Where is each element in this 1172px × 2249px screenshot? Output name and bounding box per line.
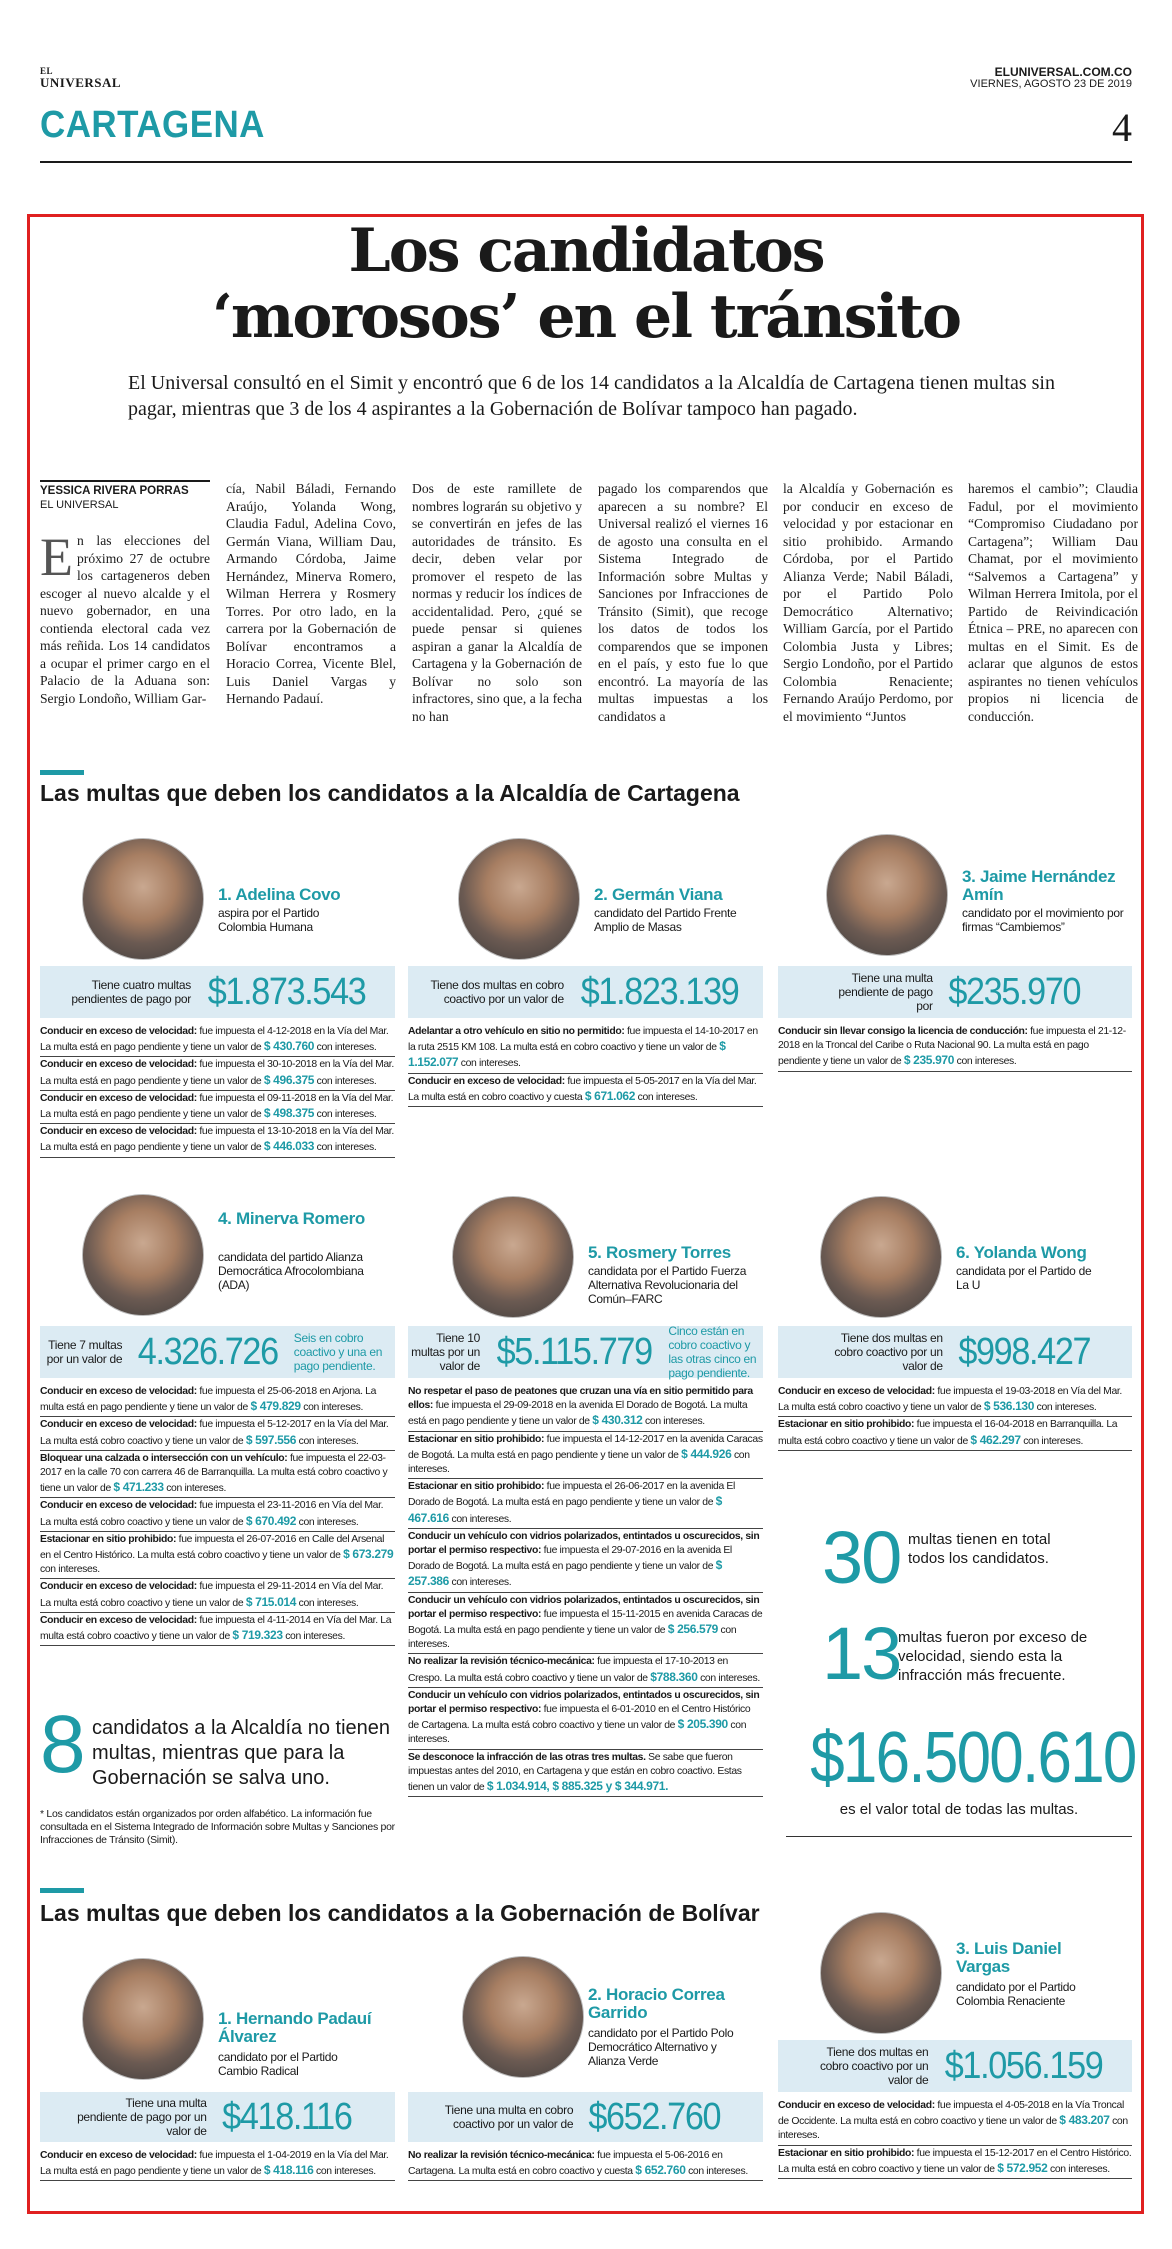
fine-entry-value: $ 498.375: [263, 1106, 315, 1121]
candidate-party: candidata por el Partido de La U: [956, 1264, 1092, 1292]
fine-summary: [408, 2092, 763, 2142]
issue-date: VIERNES, AGOSTO 23 DE 2019: [970, 78, 1132, 90]
fine-entry-value: $ 479.829: [250, 1399, 301, 1414]
fine-entry-suffix: con intereses.: [296, 1516, 359, 1528]
fine-entry-detail: Se sabe que fueron impuestas antes del 2010, en Cartagena y que están en cobro coactivo. Estas tienen un valor de: [408, 1751, 742, 1794]
fine-entry: [408, 1688, 763, 1750]
fine-entry-type: Estacionar en sitio prohibido:: [778, 2147, 915, 2159]
fine-entry-detail: fue impuesta el 25-06-2018 en Arjona. La multa está en pago pendiente y tiene un valor de: [40, 1386, 377, 1414]
stat-8-number: 8: [40, 1699, 84, 1790]
fine-summary: [40, 1326, 395, 1378]
fine-entry-suffix: con intereses.: [314, 1042, 377, 1054]
candidate-party: candidato del Partido Frente Amplio de Masas: [594, 906, 737, 934]
fine-entry-type: Conducir en exceso de velocidad:: [408, 1075, 565, 1087]
fine-entry-type: No respetar el paso de peatones que cruzan una vía en sitio permitido para ellos:: [408, 1386, 753, 1412]
fine-entry-value: $ 205.390: [677, 1717, 728, 1732]
fine-entry: [408, 1074, 763, 1107]
fine-entry-type: Conducir sin llevar consigo la licencia de conducción:: [778, 1026, 1028, 1037]
fine-entry-value: $ 257.386: [408, 1558, 722, 1589]
fine-entry-value: $ 446.033: [263, 1139, 315, 1154]
fine-entry: [40, 1124, 395, 1157]
total-text: es el valor total de todas las multas.: [839, 1801, 1079, 1818]
fine-amount: $235.970: [948, 970, 1080, 1013]
fine-entry-detail: fue impuesta el 26-07-2016 en Calle del Arsenal en el Centro Histórico. La multa está cobro coactivo y tiene un valor de: [40, 1533, 385, 1562]
fine-label: Tiene dos multas en cobro coactivo por un valor de: [430, 978, 564, 1006]
fine-entry-type: Conducir en exceso de velocidad:: [40, 1581, 197, 1593]
stat-13-text: multas fueron por exceso de velocidad, siendo esta la infracción más frecuente.: [898, 1629, 1088, 1684]
headline-line2: ‘morosos’ en el tránsito: [211, 282, 961, 352]
candidate-party: candidato por el Partido Polo Democrático Alternativo y Alianza Verde: [588, 2026, 734, 2068]
fine-entry-suffix: con intereses.: [282, 1631, 345, 1643]
fine-summary: [40, 2092, 395, 2142]
fine-entry-type: Conducir en exceso de velocidad:: [778, 2100, 935, 2111]
fine-note: Seis en cobro coactivo y una en pago pendiente.: [293, 1331, 383, 1373]
fine-label: Tiene una multa pendiente de pago por un valor de: [77, 2096, 207, 2138]
fine-list: [778, 2098, 1132, 2179]
fine-label: Tiene dos multas en cobro coactivo por un valor de: [819, 2045, 929, 2087]
candidate-name: 3. Jaime Hernández Amín: [962, 867, 1116, 904]
fine-entry-detail: fue impuesta el 30-10-2018 en la Vía del Mar. La multa está en pago pendiente y tiene un valor de: [40, 1059, 394, 1087]
fine-entry-type: No realizar la revisión técnico-mecánica:: [408, 2150, 595, 2161]
fine-entry-suffix: con intereses.: [1020, 1435, 1083, 1447]
fine-entry-detail: fue impuesta el 4-12-2018 en la Vía del Mar. La multa está en pago pendiente y tiene un valor de: [40, 1026, 389, 1054]
fine-list: [40, 2148, 395, 2181]
fine-entry-value: $ 597.556: [245, 1432, 297, 1447]
stat-8-text: candidatos a la Alcaldía no tienen multas, mientras que para la Gobernación se salva uno.: [92, 1717, 390, 1789]
candidate-photo: [452, 1196, 574, 1318]
fine-entry: [778, 1417, 1132, 1450]
drop-cap: E: [40, 527, 73, 587]
candidate-photo: [462, 1956, 584, 2078]
candidate-name: 1. Adelina Covo: [218, 885, 341, 904]
fine-summary: [778, 1326, 1132, 1378]
body-column-6: haremos el cambio”; Claudia Fadul, por el movimiento “Compromiso Ciudadano por Cartagena”; William Dau Chamat, por el movimiento “Salvemos a Cartagena” y Wilman Herrera Imitola, por el Partido de Reivindicación Étnica – PRE, no aparecen con multas en el Simit. Es de aclarar que algunos de estos aspirantes no tienen vehículos propios ni licencia de conducción.: [968, 481, 1138, 724]
byline: [40, 480, 210, 512]
candidate-name: 6. Yolanda Wong: [956, 1243, 1087, 1262]
fine-entry-type: Adelantar a otro vehículo en sitio no permitido:: [408, 1026, 625, 1037]
candidate-name: 5. Rosmery Torres: [588, 1243, 731, 1262]
fine-entry-suffix: con intereses.: [314, 1109, 377, 1121]
fine-entry-type: No realizar la revisión técnico-mecánica:: [408, 1656, 595, 1668]
fine-entry: [40, 1579, 395, 1612]
footnote: * Los candidatos están organizados por orden alfabético. La información fue consultada en el Sistema Integrado de Información sobre Multas y Sanciones por Infracciones de Tránsito (Simit).: [40, 1808, 395, 1846]
fine-entry: [40, 1024, 395, 1057]
fine-entry-detail: fue impuesta el 21-12-2018 en la Troncal del Caribe o Ruta Nacional 90. La multa está en pago pendiente y tiene un valor de: [778, 1026, 1126, 1068]
fine-entry: [408, 1479, 763, 1529]
total-amount: $16.500.610: [810, 1718, 1136, 1798]
fine-label: Tiene 10 multas por un valor de: [411, 1331, 480, 1373]
fine-entry-type: Conducir en exceso de velocidad:: [40, 1126, 197, 1138]
fine-entry: [408, 1432, 763, 1480]
fine-entry-suffix: con intereses.: [313, 2166, 376, 2178]
fine-label: Tiene una multa pendiente de pago por: [838, 971, 933, 1013]
fine-entry-value: $ 444.926: [681, 1446, 732, 1461]
fine-entry: [40, 1384, 395, 1417]
body-column-4: pagado los comparendos que aparecen a su nombre? El Universal realizó el viernes 16 de agosto una consulta en el Sistema Integrado de Información sobre Multas y Sanciones por Infracciones de Tránsito (Simit), que recoge los datos de todos los comparendos que se imponen en el país, y esto fue lo que encontró. La mayoría de las multas impuestas a los candidatos a: [598, 481, 768, 724]
body-column-3: Dos de este ramillete de nombres lograrán su objetivo y se convertirán en jefes de las autoridades de tránsito. Es decir, deben velar por promover el respeto de las normas y reducir los índices de accidentalidad. Pero, ¿qué se puede pensar si quienes aspiran a ganar la Alcaldía de Cartagena y la Gobernación de Bolívar no solo son infractores, sino que, a la fecha no han: [412, 481, 582, 724]
fine-entry-type: Conducir en exceso de velocidad:: [40, 2150, 197, 2161]
fine-entry: [40, 1091, 395, 1124]
fine-entry-suffix: con intereses.: [697, 1672, 760, 1684]
fine-entry-value: $ 719.323: [232, 1628, 283, 1643]
fine-entry-suffix: con intereses.: [1034, 1402, 1097, 1414]
fine-entry-detail: fue impuesta el 15-12-2017 en el Centro Histórico. La multa está en cobro coactivo y tiene un valor de: [778, 2147, 1132, 2175]
fine-summary: [778, 2040, 1132, 2092]
fine-amount: $418.116: [221, 2095, 352, 2138]
fine-entry-detail: fue impuesta el 23-11-2016 en Vía del Mar. La multa está cobro coactivo y tiene un valor de: [40, 1500, 384, 1528]
fine-entry-type: Conducir un vehículo con vidrios polarizados, entintados u oscurecidos, sin portar el permiso respectivo:: [408, 1594, 760, 1620]
fine-entry-detail: fue impuesta el 6-01-2010 en el Centro Histórico de Cartagena. La multa está cobro coactivo y tiene un valor de: [408, 1704, 751, 1732]
fine-summary: [408, 966, 763, 1018]
masthead-info: [970, 66, 1132, 90]
candidate-party: candidato por el Partido Colombia Renaciente: [956, 1980, 1076, 2008]
section-name: CARTAGENA: [40, 104, 265, 146]
fine-entry: [408, 1750, 763, 1798]
fine-list: [408, 2148, 763, 2181]
candidate-name: 2. Horacio Correa Garrido: [588, 1985, 725, 2022]
candidate-party: candidato por el movimiento por firmas “Cambiemos”: [962, 906, 1124, 934]
fine-entry-detail: fue impuesta el 22-03-2017 en la calle 70 con carrera 46 de Barranquilla. La multa está cobro coactivo y tiene un valor de: [40, 1452, 388, 1495]
fine-entry-value: $ 471.233: [113, 1480, 164, 1495]
fine-entry-value: $ 430.760: [263, 1039, 315, 1054]
fine-entry-detail: fue impuesta el 26-06-2017 en la avenida El Dorado de Bogotá. La multa está en pago pendiente y tiene un valor de: [408, 1481, 735, 1509]
fine-entry-type: Conducir en exceso de velocidad:: [40, 1059, 197, 1071]
candidate-photo: [82, 838, 204, 960]
candidate-party: candidata por el Partido Fuerza Alternativa Revolucionaria del Común–FARC: [588, 1264, 747, 1306]
fine-entry-suffix: con intereses.: [1047, 2163, 1110, 2175]
fine-entry-detail: fue impuesta el 1-04-2019 en la Vía del Mar. La multa está en pago pendiente y tiene un valor de: [40, 2150, 389, 2178]
candidate-photo: [82, 1194, 204, 1316]
fine-entry-type: Se desconoce la infracción de las otras tres multas.: [408, 1751, 646, 1763]
fine-entry-value: $ 418.116: [263, 2163, 314, 2178]
body-column-1: [40, 527, 210, 707]
candidate-photo: [820, 1912, 942, 2034]
fine-entry: [40, 1417, 395, 1450]
fine-summary: [408, 1326, 763, 1378]
body-column-2: cía, Nabil Báladi, Fernando Araújo, Yolanda Wong, Claudia Fadul, Adelina Covo, Germán Viana, William Dau, Armando Córdoba, Jaime Hernández, Minerva Romero, Wilman Herrera y Rosmery Torres. Por otro lado, en la carrera por la Gobernación de Bolívar encontramos a Horacio Correa, Vicente Blel, Luis Daniel Vargas y Hernando Padauí.: [226, 481, 396, 706]
fine-entry: [408, 2148, 763, 2181]
fine-entry: [778, 1024, 1132, 1072]
fine-summary: [778, 966, 1132, 1018]
fine-entry: [40, 1057, 395, 1090]
fine-entry: [408, 1384, 763, 1432]
divider: [786, 1836, 1132, 1837]
fine-amount: 4.326.726: [137, 1330, 279, 1373]
fine-amount: $1.823.139: [580, 970, 739, 1013]
fine-entry-type: Conducir en exceso de velocidad:: [40, 1614, 197, 1626]
fine-entry-value: $ 462.297: [970, 1432, 1021, 1447]
fine-entry: [408, 1593, 763, 1655]
site-url: ELUNIVERSAL.COM.CO: [994, 65, 1132, 79]
author-outlet: EL UNIVERSAL: [40, 499, 119, 511]
body-column-5: la Alcaldía y Gobernación es por conducir en exceso de velocidad y por estacionar en sitio prohibido. Armando Córdoba, por el Partido Alianza Verde; Nabil Báladi, por el Partido Polo Democrático Alternativo; William García, por el Partido Colombia Justa y Libres; Sergio Londoño, por el Partido Colombia Renaciente; Fernando Araújo Perdomo, por el movimiento “Juntos: [783, 481, 953, 724]
fine-entry-detail: fue impuesta el 29-07-2016 en la avenida El Dorado de Bogotá. La multa está en pago pendiente y tiene un valor de: [408, 1545, 732, 1573]
fine-entry-detail: fue impuesta el 17-10-2013 en Crespo. La multa está cobro coactivo y tiene un valor de: [408, 1656, 728, 1684]
fine-entry-value: $ 1.152.077: [408, 1039, 726, 1070]
fine-entry-detail: fue impuesta el 13-10-2018 en la Vía del Mar. La multa está en pago pendiente y tiene un valor de: [40, 1126, 394, 1154]
fine-entry-suffix: con intereses.: [408, 1720, 747, 1746]
stat-30-number: 30: [822, 1516, 901, 1599]
fine-entry: [40, 1613, 395, 1646]
candidate-party: candidato por el Partido Cambio Radical: [218, 2050, 338, 2078]
fine-entry-suffix: con intereses.: [314, 1075, 377, 1087]
fine-entry-suffix: con intereses.: [40, 1564, 100, 1576]
fine-entry-type: Conducir en exceso de velocidad:: [40, 1092, 197, 1104]
fine-entry-suffix: con intereses.: [642, 1416, 705, 1428]
fine-entry-detail: fue impuesta el 5-06-2016 en Cartagena. La multa está en cobro coactivo y cuesta: [408, 2150, 723, 2178]
fine-list: [40, 1384, 395, 1646]
fine-entry: [408, 1654, 763, 1687]
stat-30-text: multas tienen en total todos los candidatos.: [908, 1531, 1051, 1567]
fine-amount: $652.760: [588, 2095, 721, 2138]
fine-entry-suffix: con intereses.: [685, 2166, 748, 2178]
candidate-photo: [82, 1958, 204, 2080]
fine-entry-detail: fue impuesta el 16-04-2018 en Barranquilla. La multa está cobro coactivo y tiene un valor de: [778, 1419, 1118, 1447]
article-headline: [60, 218, 1112, 350]
fine-entry-suffix: con intereses.: [296, 1597, 359, 1609]
fine-entry-type: Conducir en exceso de velocidad:: [40, 1500, 197, 1512]
candidate-photo: [820, 1196, 942, 1318]
fine-list: [408, 1024, 763, 1107]
candidate-name: 4. Minerva Romero: [218, 1209, 366, 1228]
fine-entry-detail: fue impuesta el 29-09-2018 en la avenida El Dorado de Bogotá. La multa está en pago pendiente y tiene un valor de: [408, 1400, 748, 1428]
fine-entry-value: $ 572.952: [997, 2160, 1048, 2175]
logo-line1: EL: [40, 66, 54, 76]
fine-entry-detail: fue impuesta el 14-10-2017 en la ruta 2515 KM 108. La multa está en cobro coactivo y tiene un valor de: [408, 1026, 758, 1054]
candidate-party: candidata del partido Alianza Democrática Afrocolombiana (ADA): [218, 1250, 364, 1292]
fine-entry-value: $ 430.312: [592, 1413, 643, 1428]
fine-entry: [408, 1024, 763, 1074]
fine-entry-detail: fue impuesta el 14-12-2017 en la avenida Caracas de Bogotá. La multa está en pago pendiente y tiene un valor de: [408, 1433, 763, 1461]
fine-amount: $1.873.543: [207, 970, 366, 1013]
fine-entry-suffix: con intereses.: [448, 1513, 512, 1525]
fine-entry-value: $ 467.616: [408, 1494, 722, 1525]
fine-entry-type: Conducir en exceso de velocidad:: [778, 1386, 935, 1397]
fine-entry-type: Conducir un vehículo con vidrios polarizados, entintados u oscurecidos, sin portar el permiso respectivo:: [408, 1530, 760, 1557]
fine-entry: [778, 2146, 1132, 2179]
fine-entry-detail: fue impuesta el 4-05-2018 en la Vía Troncal de Occidente. La multa está en cobro coactivo y tiene un valor de: [778, 2100, 1124, 2128]
fine-entry: [40, 2148, 395, 2181]
fine-entry-value: $788.360: [650, 1669, 698, 1684]
fine-entry-type: Bloquear una calzada o intersección con un vehículo:: [40, 1452, 288, 1464]
fine-entry-value: $ 536.130: [983, 1399, 1035, 1414]
fine-label: Tiene una multa en cobro coactivo por un valor de: [444, 2103, 574, 2131]
fine-entry-value: $ 1.034.914, $ 885.325 y $ 344.971.: [486, 1779, 669, 1794]
candidate-name: 1. Hernando Padauí Álvarez: [218, 2009, 372, 2046]
fine-entry-detail: fue impuesta el 5-05-2017 en la Vía del Mar. La multa está en cobro coactivo y cuesta: [408, 1075, 757, 1103]
fine-entry-value: $ 496.375: [263, 1072, 315, 1087]
fine-entry: [778, 1384, 1132, 1417]
fine-entry-suffix: con intereses.: [163, 1483, 226, 1495]
fine-summary: [40, 966, 395, 1018]
fine-amount: $998.427: [958, 1330, 1090, 1373]
fine-entry-type: Conducir un vehículo con vidrios polarizados, entintados u oscurecidos, sin portar el permiso respectivo:: [408, 1689, 760, 1716]
fine-entry-detail: fue impuesta el 15-11-2015 en avenida Caracas de Bogotá. La multa está en pago pendiente y tiene un valor de: [408, 1608, 763, 1637]
column-1-text: n las elecciones del próximo 27 de octubre los cartageneros deben escoger al nuevo alcalde y el nuevo gobernador, en una contienda electoral cada vez más reñida. Los 14 candidatos a ocupar el primer cargo en el Palacio de la Aduana son: Sergio Londoño, William Gar-: [40, 533, 210, 706]
fine-list: [40, 1024, 395, 1158]
masthead-rule: [40, 161, 1132, 163]
fine-entry: [40, 1451, 395, 1499]
fine-label: Tiene cuatro multas pendientes de pago por: [71, 978, 191, 1006]
fine-list: [778, 1024, 1132, 1072]
fine-entry-suffix: con intereses.: [300, 1402, 364, 1414]
fine-entry-suffix: con intereses.: [635, 1091, 698, 1103]
fine-entry-suffix: con intereses.: [778, 2116, 1128, 2142]
article-deck: El Universal consultó en el Simit y encontró que 6 de los 14 candidatos a la Alcaldía de Cartagena tienen multas sin pagar, mientras que 3 de los 4 aspirantes a la Gobernación de Bolívar tampoco han pagado.: [128, 372, 1055, 420]
logo-line2: UNIVERSAL: [40, 75, 122, 90]
fine-entry-type: Conducir en exceso de velocidad:: [40, 1419, 197, 1431]
gobernacion-section-title: Las multas que deben los candidatos a la Gobernación de Bolívar: [40, 1900, 760, 1926]
newspaper-logo: [40, 66, 121, 88]
fine-entry-type: Estacionar en sitio prohibido:: [408, 1433, 545, 1445]
fine-entry-suffix: con intereses.: [458, 1058, 521, 1070]
fine-list: [778, 1384, 1132, 1451]
fine-entry-value: $ 235.970: [903, 1053, 955, 1068]
fine-entry-detail: fue impuesta el 29-11-2014 en Vía del Mar. La multa está cobro coactivo y tiene un valor de: [40, 1581, 384, 1609]
fine-entry: [40, 1498, 395, 1531]
fine-list: [408, 1384, 763, 1797]
page-number: 4: [1112, 105, 1132, 150]
fine-entry-suffix: con intereses.: [954, 1056, 1017, 1068]
fine-amount: $5.115.779: [496, 1330, 652, 1373]
section-accent-bar: [40, 1888, 84, 1893]
fine-entry-value: $ 715.014: [245, 1594, 297, 1609]
stat-13-number: 13: [822, 1612, 901, 1695]
author-name: YESSICA RIVERA PORRAS: [40, 485, 189, 497]
fine-entry-detail: fue impuesta el 19-03-2018 en Vía del Mar. La multa está cobro coactivo y tiene un valor de: [778, 1386, 1122, 1414]
candidate-photo: [826, 834, 948, 956]
fine-label: Tiene dos multas en cobro coactivo por un valor de: [834, 1331, 943, 1373]
fine-entry-type: Conducir en exceso de velocidad:: [40, 1386, 197, 1397]
fine-entry-suffix: con intereses.: [314, 1142, 377, 1154]
candidate-name: 3. Luis Daniel Vargas: [956, 1939, 1062, 1976]
fine-entry-suffix: con intereses.: [408, 1449, 750, 1476]
fine-entry-detail: fue impuesta el 4-11-2014 en Vía del Mar. La multa está cobro coactivo y tiene un valor de: [40, 1614, 392, 1643]
fine-entry-type: Conducir en exceso de velocidad:: [40, 1026, 197, 1037]
fine-entry-type: Estacionar en sitio prohibido:: [778, 1419, 915, 1431]
fine-entry-detail: fue impuesta el 5-12-2017 en la Vía del Mar. La multa está cobro coactivo y tiene un valor de: [40, 1419, 389, 1447]
fine-entry-value: $ 483.207: [1059, 2113, 1110, 2128]
alcaldia-section-title: Las multas que deben los candidatos a la Alcaldía de Cartagena: [40, 780, 740, 806]
fine-entry-suffix: con intereses.: [448, 1577, 512, 1589]
headline-line1: Los candidatos: [348, 216, 824, 286]
fine-entry-type: Estacionar en sitio prohibido:: [40, 1533, 177, 1545]
fine-entry-value: $ 670.492: [245, 1513, 297, 1528]
fine-amount: $1.056.159: [945, 2044, 1103, 2087]
fine-entry-value: $ 256.579: [667, 1622, 719, 1637]
candidate-name: 2. Germán Viana: [594, 885, 723, 904]
section-accent-bar: [40, 770, 84, 775]
fine-entry: [408, 1529, 763, 1593]
candidate-photo: [458, 838, 580, 960]
fine-entry-value: $ 652.760: [635, 2163, 686, 2178]
candidate-party: aspira por el Partido Colombia Humana: [218, 906, 320, 934]
fine-entry: [778, 2098, 1132, 2146]
fine-entry-type: Estacionar en sitio prohibido:: [408, 1481, 545, 1493]
fine-entry-detail: fue impuesta el 09-11-2018 en la Vía del Mar. La multa está en pago pendiente y tiene un valor de: [40, 1092, 394, 1121]
fine-entry-value: $ 673.279: [343, 1547, 394, 1562]
fine-entry: [40, 1532, 395, 1580]
fine-note: Cinco están en cobro coactivo y las otras cinco en pago pendiente.: [668, 1324, 757, 1380]
fine-entry-suffix: con intereses.: [408, 1625, 737, 1651]
fine-entry-suffix: con intereses.: [296, 1435, 359, 1447]
fine-label: Tiene 7 multas por un valor de: [46, 1338, 123, 1366]
fine-entry-value: $ 671.062: [584, 1088, 636, 1103]
